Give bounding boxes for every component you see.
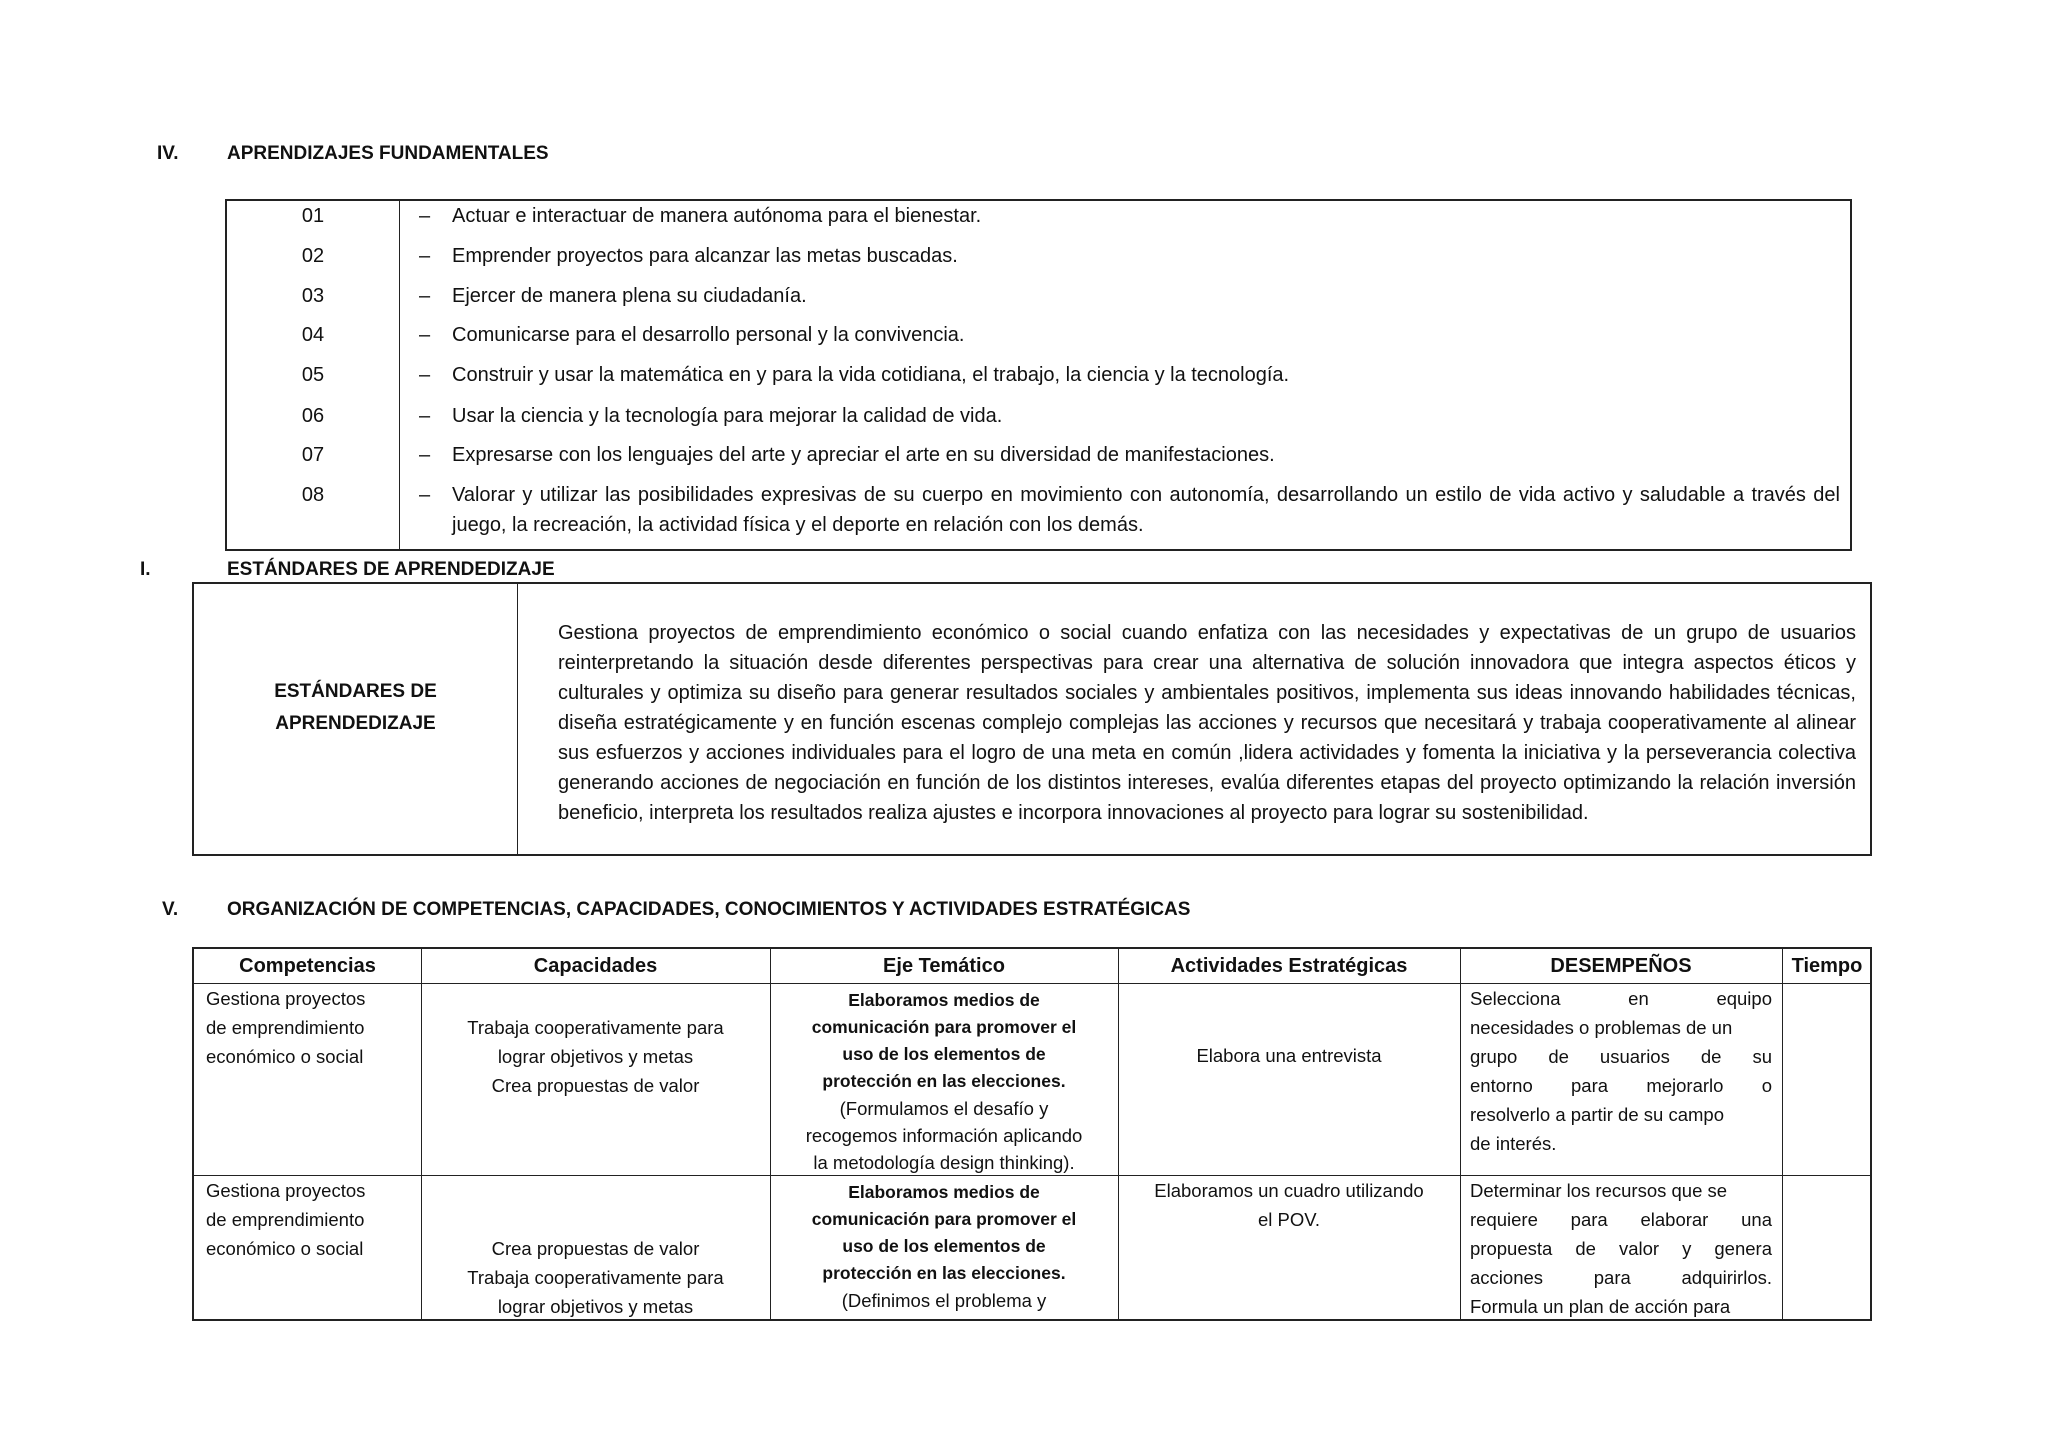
cell-line: de emprendimiento (206, 1209, 365, 1230)
cell-line: propuesta de valor y genera (1470, 1238, 1772, 1259)
column-divider (1782, 949, 1783, 1319)
actividad-cell (1118, 1041, 1460, 1070)
capacidades-cell (421, 1234, 770, 1321)
cell-line: Elaboramos un cuadro utilizando (1154, 1180, 1424, 1201)
eje-tematico-cell (770, 987, 1118, 1176)
competencies-table (192, 947, 1872, 1321)
item-text: Valorar y utilizar las posibilidades expresivas de su cuerpo en movimiento con autonomía, desarrollando un estilo de vida activo y saludable a través del juego, la recreación, la actividad física y el deporte en relación con los demás. (452, 484, 1840, 536)
table-divider (517, 584, 518, 854)
cell-line: de interés. (1470, 1133, 1557, 1154)
cell-line: de emprendimiento (206, 1017, 365, 1038)
cell-line: (Definimos el problema y (841, 1290, 1047, 1311)
cell-line: Elabora una entrevista (1196, 1045, 1382, 1066)
item-text: Actuar e interactuar de manera autónoma para el bienestar. (452, 205, 982, 227)
section-v-heading (162, 899, 1191, 921)
standards-label-line: ESTÁNDARES DE (274, 681, 437, 702)
dash-bullet: – (419, 285, 431, 307)
dash-bullet: – (419, 444, 431, 466)
eje-tematico-cell (770, 1179, 1118, 1314)
standards-table (192, 582, 1872, 856)
capacidades-cell (421, 1013, 770, 1100)
actividad-cell (1118, 1176, 1460, 1234)
standards-label (194, 676, 517, 740)
cell-line: entorno para mejorarlo o (1470, 1075, 1772, 1096)
standards-text: Gestiona proyectos de emprendimiento económico o social cuando enfatiza con las necesidades y expectativas de un grupo de usuarios reinterpretando la situación desde diferentes perspectivas para crear una alternativa de solución innovadora que integra aspectos éticos y culturales y optimiza su diseño para generar resultados sociales y ambientales positivos, implementa sus ideas innovando habilidades técnicas, diseña estratégicamente y en función escenas complejo complejas las acciones y recursos que necesitará y trabaja cooperativamente al alinear sus esfuerzos y acciones individuales para el logro de una meta en común ,lidera actividades y fomenta la iniciativa y la perseverancia colectiva generando acciones de negociación en función de los distintos intereses, evalúa diferentes etapas del proyecto optimizando la relación inversión beneficio, interpreta los resultados realiza ajustes e incorpora innovaciones al proyecto para lograr su sostenibilidad. (558, 622, 1856, 824)
cell-line: Formula un plan de acción para (1470, 1296, 1731, 1317)
section-i-heading (140, 559, 555, 581)
fundamental-learnings-table (225, 199, 1852, 551)
cell-line: protección en las elecciones. (822, 1071, 1066, 1091)
cell-line: comunicación para promover el (811, 1017, 1077, 1037)
dash-bullet: – (419, 405, 431, 427)
header-desempenos: DESEMPEÑOS (1550, 955, 1692, 977)
item-number: 07 (301, 444, 325, 466)
dash-bullet: – (419, 484, 431, 506)
cell-line: recogemos información aplicando (805, 1125, 1083, 1146)
cell-line: uso de los elementos de (842, 1236, 1046, 1256)
cell-line: necesidades o problemas de un (1470, 1017, 1733, 1038)
section-i-title: ESTÁNDARES DE APRENDEDIZAJE (227, 559, 555, 580)
desempeno-cell (1470, 1176, 1772, 1321)
cell-line: Crea propuestas de valor (491, 1238, 700, 1259)
cell-line: protección en las elecciones. (822, 1263, 1066, 1283)
dash-bullet: – (419, 205, 431, 227)
cell-line: lograr objetivos y metas (497, 1296, 694, 1317)
cell-line: económico o social (206, 1046, 364, 1067)
cell-line: resolverlo a partir de su campo (1470, 1104, 1724, 1125)
cell-line: (Formulamos el desafío y (839, 1098, 1049, 1119)
cell-line: Selecciona en equipo (1470, 988, 1772, 1009)
item-number: 06 (301, 405, 325, 427)
section-i-number: I. (140, 559, 151, 580)
dash-bullet: – (419, 245, 431, 267)
section-iv-number: IV. (157, 143, 179, 164)
table-divider (399, 201, 400, 549)
item-text: Usar la ciencia y la tecnología para mejorar la calidad de vida. (452, 405, 1003, 427)
item-text: Emprender proyectos para alcanzar las metas buscadas. (452, 245, 958, 267)
item-number: 03 (301, 285, 325, 307)
cell-line: económico o social (206, 1238, 364, 1259)
dash-bullet: – (419, 324, 431, 346)
cell-line: acciones para adquirirlos. (1470, 1267, 1772, 1288)
item-text: Expresarse con los lenguajes del arte y apreciar el arte en su diversidad de manifestaciones. (452, 444, 1275, 466)
column-divider (1118, 949, 1119, 1319)
cell-line: Gestiona proyectos (206, 988, 366, 1009)
section-iv-heading (157, 143, 549, 165)
cell-line: Elaboramos medios de (848, 1182, 1040, 1202)
header-tiempo: Tiempo (1791, 955, 1863, 977)
section-v-number: V. (162, 899, 179, 920)
cell-line: Determinar los recursos que se (1470, 1180, 1728, 1201)
cell-line: Trabaja cooperativamente para (467, 1017, 724, 1038)
item-text: Comunicarse para el desarrollo personal y la convivencia. (452, 324, 965, 346)
cell-line: Gestiona proyectos (206, 1180, 366, 1201)
item-number: 04 (301, 324, 325, 346)
competencia-cell (206, 1176, 411, 1263)
cell-line: el POV. (1257, 1209, 1321, 1230)
header-eje-tematico: Eje Temático (883, 955, 1005, 977)
cell-line: Elaboramos medios de (848, 990, 1040, 1010)
section-v-title: ORGANIZACIÓN DE COMPETENCIAS, CAPACIDADES, CONOCIMIENTOS Y ACTIVIDADES ESTRATÉGICAS (227, 899, 1191, 920)
section-iv-title: APRENDIZAJES FUNDAMENTALES (227, 143, 549, 164)
item-text: Construir y usar la matemática en y para la vida cotidiana, el trabajo, la ciencia y la tecnología. (452, 364, 1290, 386)
item-number: 08 (301, 484, 325, 506)
item-number: 01 (301, 205, 325, 227)
cell-line: lograr objetivos y metas (497, 1046, 694, 1067)
header-capacidades: Capacidades (533, 955, 658, 977)
header-competencias: Competencias (239, 955, 376, 977)
header-actividades: Actividades Estratégicas (1170, 955, 1408, 977)
cell-line: uso de los elementos de (842, 1044, 1046, 1064)
cell-line: Crea propuestas de valor (491, 1075, 700, 1096)
item-text: Ejercer de manera plena su ciudadanía. (452, 285, 807, 307)
cell-line: grupo de usuarios de su (1470, 1046, 1772, 1067)
standards-label-line: APRENDEDIZAJE (275, 713, 436, 734)
dash-bullet: – (419, 364, 431, 386)
cell-line: la metodología design thinking). (813, 1152, 1075, 1173)
desempeno-cell (1470, 984, 1772, 1158)
cell-line: comunicación para promover el (811, 1209, 1077, 1229)
cell-line: requiere para elaborar una (1470, 1209, 1772, 1230)
item-number: 02 (301, 245, 325, 267)
cell-line: Trabaja cooperativamente para (467, 1267, 724, 1288)
column-divider (1460, 949, 1461, 1319)
competencia-cell (206, 984, 411, 1071)
item-number: 05 (301, 364, 325, 386)
